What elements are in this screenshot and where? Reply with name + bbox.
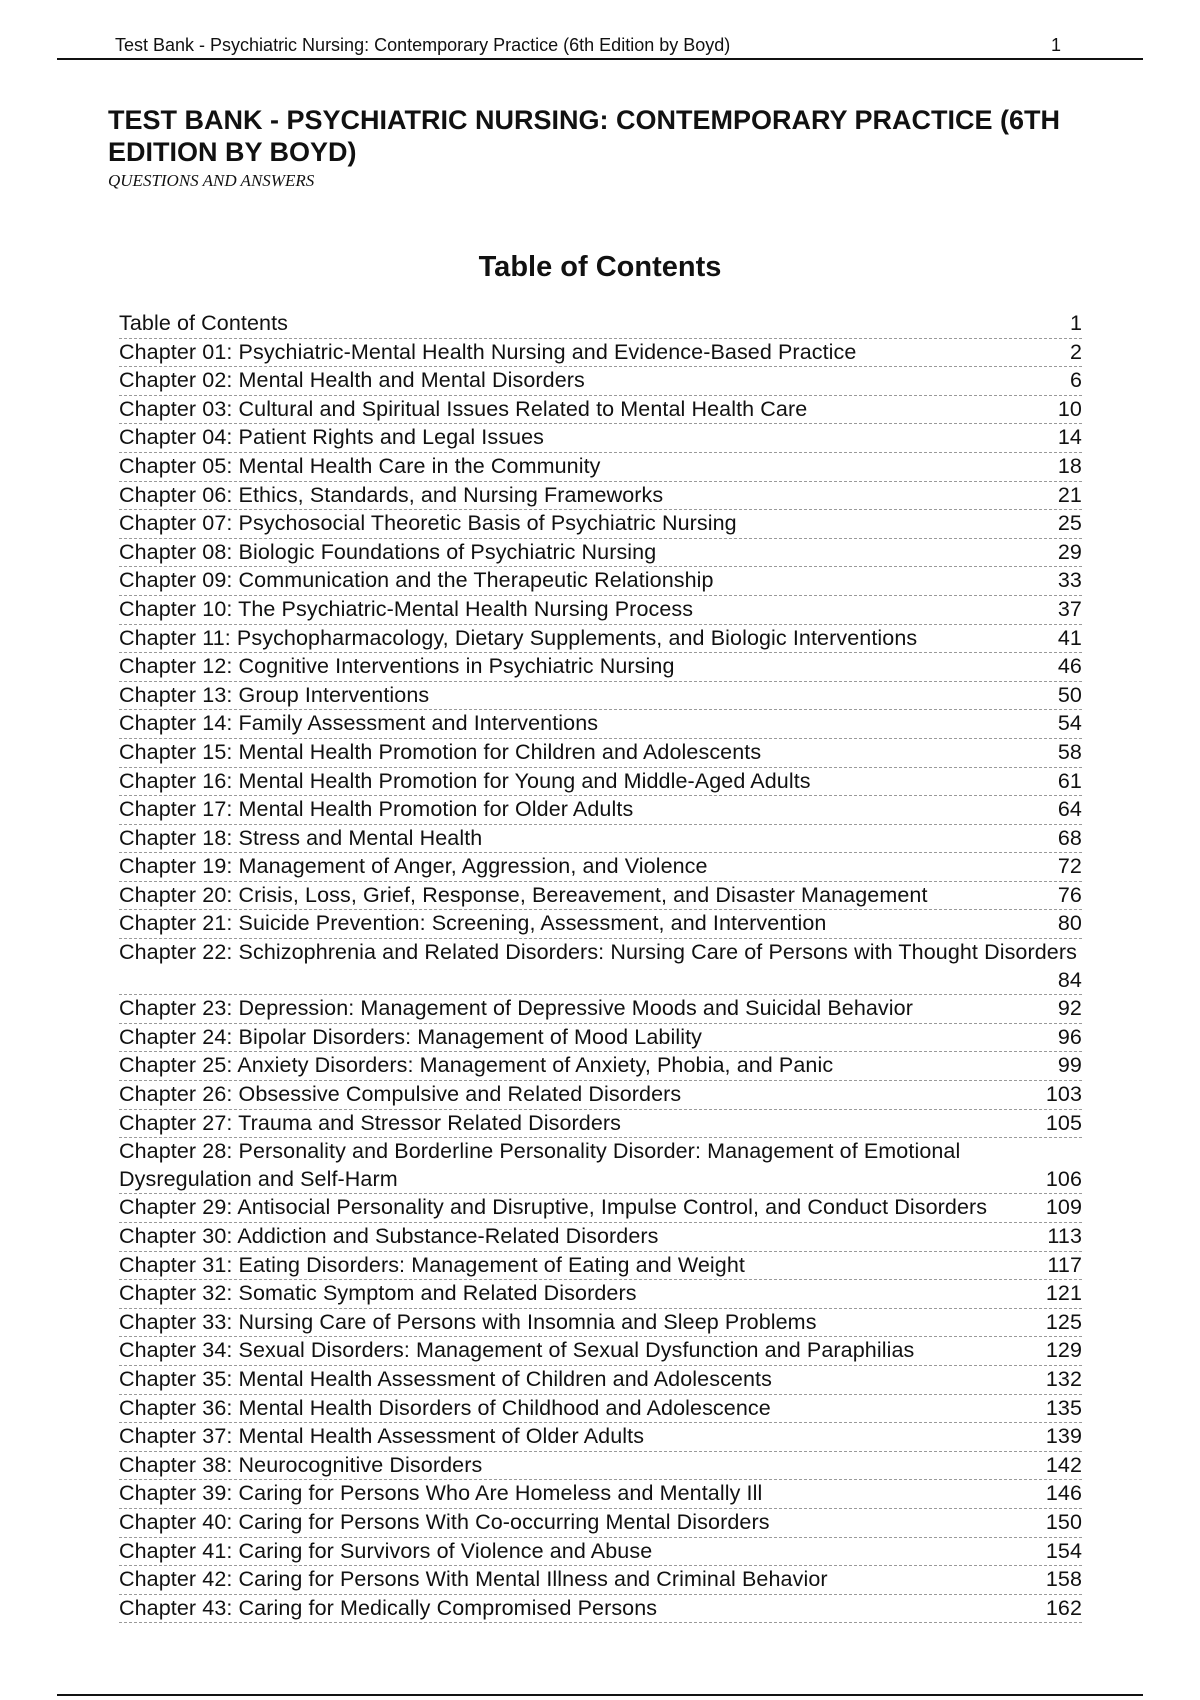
toc-entry-page: 103	[1045, 1082, 1082, 1107]
toc-entry[interactable]	[119, 739, 1082, 768]
toc-entry-page: 139	[1045, 1424, 1082, 1449]
toc-entry-page: 41	[1057, 625, 1082, 650]
toc-entry-page: 135	[1045, 1395, 1082, 1420]
toc-entry-page: 129	[1045, 1338, 1082, 1363]
running-header	[57, 34, 1143, 60]
toc-entry-title[interactable]: Chapter 27: Trauma and Stressor Related Disorders	[119, 1110, 622, 1135]
toc-entry-title[interactable]: Chapter 38: Neurocognitive Disorders	[119, 1452, 483, 1477]
toc-entry-title[interactable]: Chapter 14: Family Assessment and Interventions	[119, 711, 599, 736]
toc-entry-page: 54	[1057, 711, 1082, 736]
toc-entry-page: 18	[1057, 453, 1082, 478]
toc-entry-title[interactable]: Chapter 34: Sexual Disorders: Management of Sexual Dysfunction and Paraphilias	[119, 1338, 915, 1363]
toc-entry[interactable]	[119, 1110, 1082, 1139]
toc-entry-title[interactable]: Chapter 20: Crisis, Loss, Grief, Response, Bereavement, and Disaster Management	[119, 882, 928, 907]
toc-entry-title[interactable]: Chapter 02: Mental Health and Mental Disorders	[119, 368, 585, 393]
toc-entry[interactable]	[119, 939, 1082, 995]
toc-heading: Table of Contents	[478, 251, 722, 283]
toc-entry-page: 61	[1057, 768, 1082, 793]
toc-entry-title[interactable]: Chapter 10: The Psychiatric-Mental Health Nursing Process	[119, 596, 694, 621]
toc-entry-page: 154	[1045, 1538, 1082, 1563]
toc-entry-title[interactable]: Chapter 17: Mental Health Promotion for Older Adults	[119, 797, 634, 822]
toc-entry[interactable]	[119, 653, 1082, 682]
toc-entry[interactable]	[119, 625, 1082, 654]
toc-entry-title[interactable]: Chapter 04: Patient Rights and Legal Issues	[119, 425, 545, 450]
toc-entry-title[interactable]: Chapter 08: Biologic Foundations of Psychiatric Nursing	[119, 539, 657, 564]
toc-entry-page: 25	[1057, 511, 1082, 536]
toc-entry-page: 92	[1057, 996, 1082, 1021]
toc-entry-page: 50	[1057, 682, 1082, 707]
toc-entry-page: 76	[1057, 882, 1082, 907]
toc-entry-page: 14	[1057, 425, 1082, 450]
toc-entry-title[interactable]: Chapter 01: Psychiatric-Mental Health Nursing and Evidence-Based Practice	[119, 339, 857, 364]
toc-entry-title[interactable]: Chapter 42: Caring for Persons With Mental Illness and Criminal Behavior	[119, 1567, 828, 1592]
toc-entry-title[interactable]: Chapter 29: Antisocial Personality and Disruptive, Impulse Control, and Conduct Disorders	[119, 1195, 988, 1220]
toc-entry-title[interactable]: Chapter 19: Management of Anger, Aggression, and Violence	[119, 854, 708, 879]
toc-entry-title[interactable]: Chapter 15: Mental Health Promotion for Children and Adolescents	[119, 739, 762, 764]
toc-entry[interactable]	[119, 995, 1082, 1024]
toc-entry-title[interactable]: Chapter 12: Cognitive Interventions in Psychiatric Nursing	[119, 654, 675, 679]
toc-entry-page: 132	[1045, 1366, 1082, 1391]
toc-entry[interactable]	[119, 910, 1082, 939]
toc-entry[interactable]	[119, 1081, 1082, 1110]
toc-entry-page: 109	[1045, 1195, 1082, 1220]
toc-entry-title[interactable]: Chapter 40: Caring for Persons With Co-occurring Mental Disorders	[119, 1509, 770, 1534]
toc-entry-page: 106	[1045, 1166, 1082, 1191]
toc-entry[interactable]	[119, 339, 1082, 368]
toc-entry-page: 125	[1045, 1309, 1082, 1334]
toc-entry[interactable]	[119, 1309, 1082, 1338]
document-title: TEST BANK - PSYCHIATRIC NURSING: CONTEMPORARY PRACTICE (6TH EDITION BY BOYD)	[108, 105, 1061, 167]
toc-entry-page: 68	[1057, 825, 1082, 850]
toc-entry[interactable]	[119, 853, 1082, 882]
toc-entry-title[interactable]: Chapter 18: Stress and Mental Health	[119, 825, 483, 850]
toc-entry-title[interactable]: Chapter 07: Psychosocial Theoretic Basis of Psychiatric Nursing	[119, 511, 737, 536]
toc-entry[interactable]	[119, 596, 1082, 625]
toc-entry[interactable]	[119, 682, 1082, 711]
toc-entry-title[interactable]: Chapter 31: Eating Disorders: Management of Eating and Weight	[119, 1252, 745, 1277]
toc-entry[interactable]	[119, 1337, 1082, 1366]
toc-entry-page: 29	[1057, 539, 1082, 564]
toc-entry[interactable]	[119, 796, 1082, 825]
toc-entry-page: 146	[1045, 1481, 1082, 1506]
toc-entry[interactable]	[119, 1480, 1082, 1509]
toc-entry-page: 99	[1057, 1053, 1082, 1078]
toc-entry[interactable]	[119, 825, 1082, 854]
toc-entry-page: 64	[1057, 797, 1082, 822]
toc-entry-title[interactable]: Chapter 13: Group Interventions	[119, 682, 430, 707]
toc-entry[interactable]	[119, 1252, 1082, 1281]
toc-entry[interactable]	[119, 396, 1082, 425]
toc-entry-title[interactable]: Chapter 06: Ethics, Standards, and Nursing Frameworks	[119, 482, 664, 507]
toc-entry[interactable]	[119, 567, 1082, 596]
toc-entry[interactable]	[119, 768, 1082, 797]
toc-entry-page: 72	[1057, 854, 1082, 879]
toc-entry[interactable]	[119, 1566, 1082, 1595]
toc-entry-page: 33	[1057, 568, 1082, 593]
toc-entry[interactable]	[119, 882, 1082, 911]
toc-entry[interactable]	[119, 1280, 1082, 1309]
toc-entry-title[interactable]: Chapter 21: Suicide Prevention: Screening, Assessment, and Intervention	[119, 911, 827, 936]
toc-entry-page: 150	[1045, 1509, 1082, 1534]
toc-entry-title[interactable]: Chapter 28: Personality and Borderline Personality Disorder: Management of Emotional Dysregulation and Self-Harm	[119, 1139, 961, 1191]
toc-entry-page: 117	[1047, 1252, 1082, 1277]
toc-entry-page: 1	[1069, 311, 1082, 335]
toc-entry-title[interactable]: Chapter 32: Somatic Symptom and Related Disorders	[119, 1281, 637, 1306]
toc-entry-page: 80	[1057, 911, 1082, 936]
toc-entry-title[interactable]: Chapter 35: Mental Health Assessment of Children and Adolescents	[119, 1366, 772, 1391]
toc-entry-title[interactable]: Chapter 36: Mental Health Disorders of Childhood and Adolescence	[119, 1395, 771, 1420]
toc-entry-page: 46	[1057, 654, 1082, 679]
toc-entry[interactable]	[119, 1366, 1082, 1395]
toc-entry-title[interactable]: Table of Contents	[119, 311, 289, 335]
toc-entry-title[interactable]: Chapter 05: Mental Health Care in the Community	[119, 453, 601, 478]
toc-entry-title[interactable]: Chapter 39: Caring for Persons Who Are Homeless and Mentally Ill	[119, 1481, 763, 1506]
toc-entry-page: 142	[1045, 1452, 1082, 1477]
toc-entry[interactable]	[119, 367, 1082, 396]
toc-entry-title[interactable]: Chapter 16: Mental Health Promotion for Young and Middle-Aged Adults	[119, 768, 811, 793]
toc-list	[119, 310, 1082, 1623]
toc-entry[interactable]	[119, 1423, 1082, 1452]
toc-entry-page: 162	[1045, 1595, 1082, 1620]
running-header-page-number: 1	[1050, 35, 1061, 55]
toc-entry-title[interactable]: Chapter 33: Nursing Care of Persons with Insomnia and Sleep Problems	[119, 1309, 817, 1334]
toc-entry-title[interactable]: Chapter 30: Addiction and Substance-Related Disorders	[119, 1224, 659, 1248]
toc-entry-title[interactable]: Chapter 37: Mental Health Assessment of Older Adults	[119, 1424, 645, 1449]
toc-entry[interactable]	[119, 1223, 1082, 1252]
toc-entry[interactable]	[119, 1194, 1082, 1223]
toc-entry-page: 113	[1047, 1224, 1082, 1248]
toc-entry[interactable]	[119, 1052, 1082, 1081]
toc-entry-page: 37	[1057, 596, 1082, 621]
toc-entry-title[interactable]: Chapter 26: Obsessive Compulsive and Related Disorders	[119, 1082, 682, 1107]
footer-rule	[57, 1694, 1143, 1696]
toc-entry[interactable]	[119, 510, 1082, 539]
toc-entry[interactable]	[119, 710, 1082, 739]
toc-entry[interactable]	[119, 1452, 1082, 1481]
toc-entry[interactable]	[119, 424, 1082, 453]
toc-entry-title[interactable]: Chapter 22: Schizophrenia and Related Disorders: Nursing Care of Persons with Thought Disorders	[119, 940, 1077, 965]
toc-entry-page: 158	[1045, 1567, 1082, 1592]
toc-entry-page: 105	[1045, 1110, 1082, 1135]
toc-entry-title[interactable]: Chapter 41: Caring for Survivors of Violence and Abuse	[119, 1538, 653, 1563]
running-header-title: Test Bank - Psychiatric Nursing: Contemporary Practice (6th Edition by Boyd)	[115, 35, 731, 55]
toc-entry-title[interactable]: Chapter 24: Bipolar Disorders: Management of Mood Lability	[119, 1024, 703, 1049]
toc-entry-page: 84	[1057, 967, 1082, 992]
toc-entry-title[interactable]: Chapter 11: Psychopharmacology, Dietary Supplements, and Biologic Interventions	[119, 625, 918, 650]
toc-entry[interactable]	[119, 482, 1082, 511]
toc-entry-page: 58	[1057, 739, 1082, 764]
toc-entry-title[interactable]: Chapter 25: Anxiety Disorders: Management of Anxiety, Phobia, and Panic	[119, 1053, 834, 1078]
toc-entry-page: 2	[1069, 339, 1082, 364]
toc-entry-title[interactable]: Chapter 43: Caring for Medically Compromised Persons	[119, 1595, 658, 1620]
toc-entry[interactable]	[119, 453, 1082, 482]
document-subtitle: QUESTIONS AND ANSWERS	[108, 171, 315, 190]
toc-entry[interactable]	[119, 1395, 1082, 1424]
toc-entry[interactable]	[119, 1024, 1082, 1053]
toc-entry-page: 6	[1069, 368, 1082, 393]
toc-entry-page: 10	[1057, 396, 1082, 421]
toc-entry[interactable]	[119, 1138, 1082, 1194]
toc-entry[interactable]	[119, 1595, 1082, 1624]
toc-entry-page: 96	[1057, 1024, 1082, 1049]
toc-entry[interactable]	[119, 1509, 1082, 1538]
toc-entry-title[interactable]: Chapter 03: Cultural and Spiritual Issues Related to Mental Health Care	[119, 396, 808, 421]
toc-entry-page: 121	[1045, 1281, 1082, 1306]
toc-entry-title[interactable]: Chapter 09: Communication and the Therapeutic Relationship	[119, 568, 714, 593]
toc-entry-page: 21	[1057, 482, 1082, 507]
toc-entry-title[interactable]: Chapter 23: Depression: Management of Depressive Moods and Suicidal Behavior	[119, 996, 913, 1021]
toc-entry[interactable]	[119, 539, 1082, 568]
toc-entry[interactable]	[119, 310, 1082, 339]
toc-entry[interactable]	[119, 1538, 1082, 1567]
